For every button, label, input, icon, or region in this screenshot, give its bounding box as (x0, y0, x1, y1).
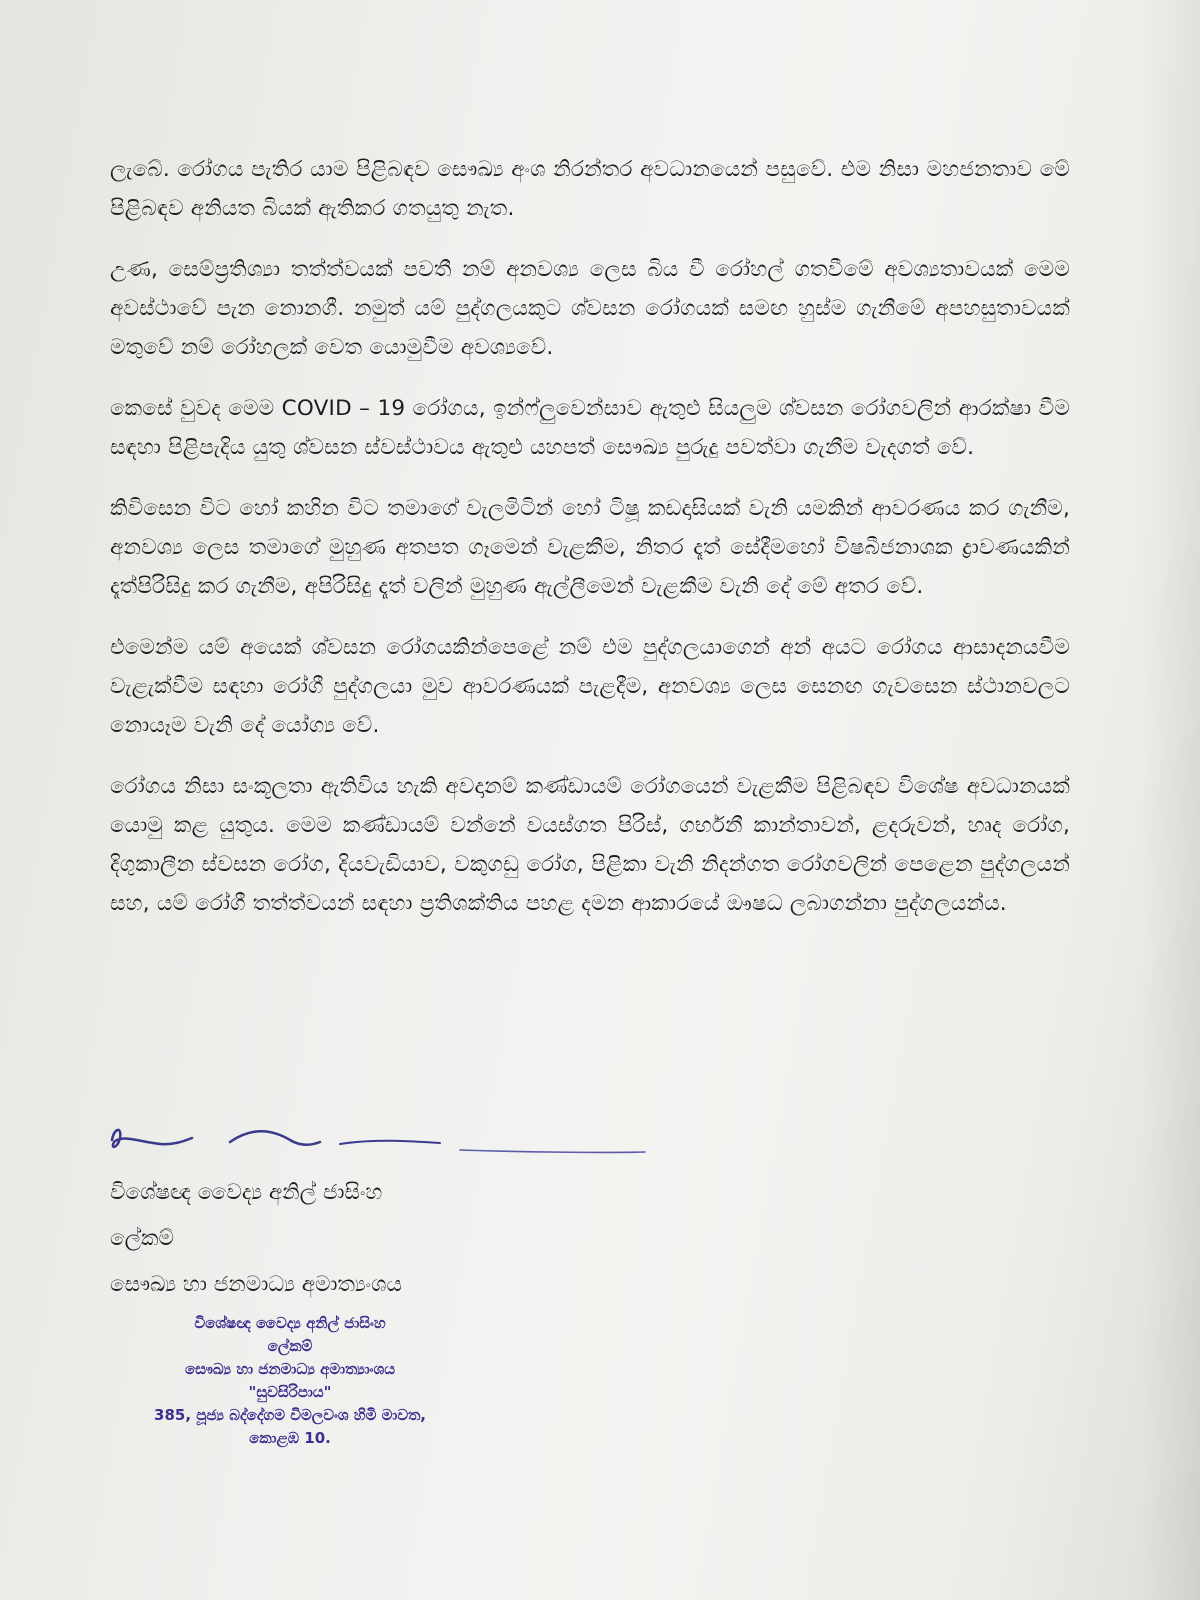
paragraph-respiratory-hygiene: කෙසේ වුවද මෙම COVID – 19 රෝගය, ඉන්ෆ්ලුවෙන්සාව ඇතුළු සියලුම ශ්වසන රෝගවලින් ආරක්ෂා වීම සඳහා පිළිපැදිය යුතු ශ්වසන ස්වස්ථාවය ඇතුළු යහපත් සෞඛ්‍ය පුරුදු පවත්වා ගැනීම වැදගත් වේ. (110, 396, 1070, 460)
paragraph-risk-groups: රෝගය නිසා සංකූලතා ඇතිවිය හැකි අවදානම් කණ්ඩායම් රෝගයෙන් වැළකීම පිළිබඳව විශේෂ අවධානයක් යොමු කළ යුතුය. මෙම කණ්ඩායම් වන්නේ වයස්ගත පිරිස්, ගර්භනී කාන්තාවන්, ළදරුවන්, හෘද රෝග, දිගුකාලීන ස්වසන රෝග, දියවැඩියාව, වකුගඩු රෝග, පිළිකා වැනි නිදන්ගත රෝගවලින් පෙළෙන පුද්ගලයන් සහ, යම් රෝගී තත්ත්වයන් සඳහා ප්‍රතිශක්තිය පහළ දමන ආකාරයේ ඖෂධ ලබාගන්නා පුද්ගලයන්ය. (110, 774, 1070, 916)
signatory-title: ලේකම් (110, 1226, 174, 1251)
paragraph-hospital-advice: උණ, සෙම්ප්‍රතිශ්‍යා තත්ත්වයක් පවතී නම් අනවශ්‍ය ලෙස බිය වී රෝහල් ගතවීමේ අවශ්‍යතාවයක් මෙම අවස්ථාවේ පැන නොනගී. නමුත් යම් පුද්ගලයකුට ශ්වසන රෝගයක් සමඟ හුස්ම ගැනීමේ අපහසුතාවයක් මතුවේ නම් රෝහලක් වෙත යොමුවීම අවශ්‍යවේ. (110, 257, 1070, 360)
signatory-block (110, 1170, 402, 1308)
paragraph-hygiene-practices: කිවිසෙන විට හෝ කහින විට තමාගේ වැලමිටින් හෝ ටිෂූ කඩදාසියක් වැනි යමකින් ආවරණය කර ගැනීම, අනවශ්‍ය ලෙස තමාගේ මුහුණ අතපත ගෑමෙන් වැළකීම, නිතර දෑත් සේදීමහෝ විෂබීජනාශක ද්‍රාවණයකින් දෑත්පිරිසිදු කර ගැනීම, අපිරිසිදු දෑත් වලින් මුහුණ ඇල්ලීමෙන් වැළකීම වැනි දේ මේ අතර වේ. (110, 496, 1070, 599)
stamp-ministry: සෞඛ්‍ය හා ජනමාධ්‍ය අමාත්‍යාංශය (185, 1360, 395, 1378)
stamp-name: විශේෂඥ වෛද්‍ය අනිල් ජාසිංහ (194, 1314, 386, 1332)
stamp-building: "සුවසිරිපාය" (248, 1383, 332, 1401)
paragraph-spread-monitoring: ලැබේ. රෝගය පැතිර යාම පිළිබඳව සෞඛ්‍ය අංශ නිරන්තර අවධානයෙන් පසුවේ. එම නිසා මහජනතාව මේ පිළිබඳව අනියත බියක් ඇතිකර ගතයුතු නැත. (110, 157, 1070, 221)
stamp-city: කොළඹ 10. (249, 1429, 331, 1447)
stamp-address: 385, පූජ්‍ය බද්දේගම විමලවංශ හිමි මාවත, (154, 1406, 426, 1424)
paper-edge-shadow (1140, 0, 1200, 1600)
letter-body (110, 150, 1070, 945)
stamp-title: ලේකම් (267, 1337, 313, 1355)
signatory-ministry: සෞඛ්‍ය හා ජනමාධ්‍ය අමාත්‍යංශය (110, 1272, 402, 1297)
paragraph-mask-advice: එමෙන්ම යම් අයෙක් ශ්වසන රෝගයකින්පෙළේ නම් එම පුද්ගලයාගෙන් අන් අයට රෝගය ආසාදනයවීම වැළැක්වීම සඳහා රෝගී පුද්ගලයා මුව ආවරණයක් පැළදීම, අනවශ්‍ය ලෙස සෙනඟ ගැවසෙන ස්ථානවලට නොයෑම වැනි දේ යෝග්‍ය වේ. (110, 635, 1070, 738)
official-stamp (110, 1312, 470, 1450)
signatory-name: විශේෂඥ වෛද්‍ය අනිල් ජාසිංහ (110, 1180, 383, 1205)
